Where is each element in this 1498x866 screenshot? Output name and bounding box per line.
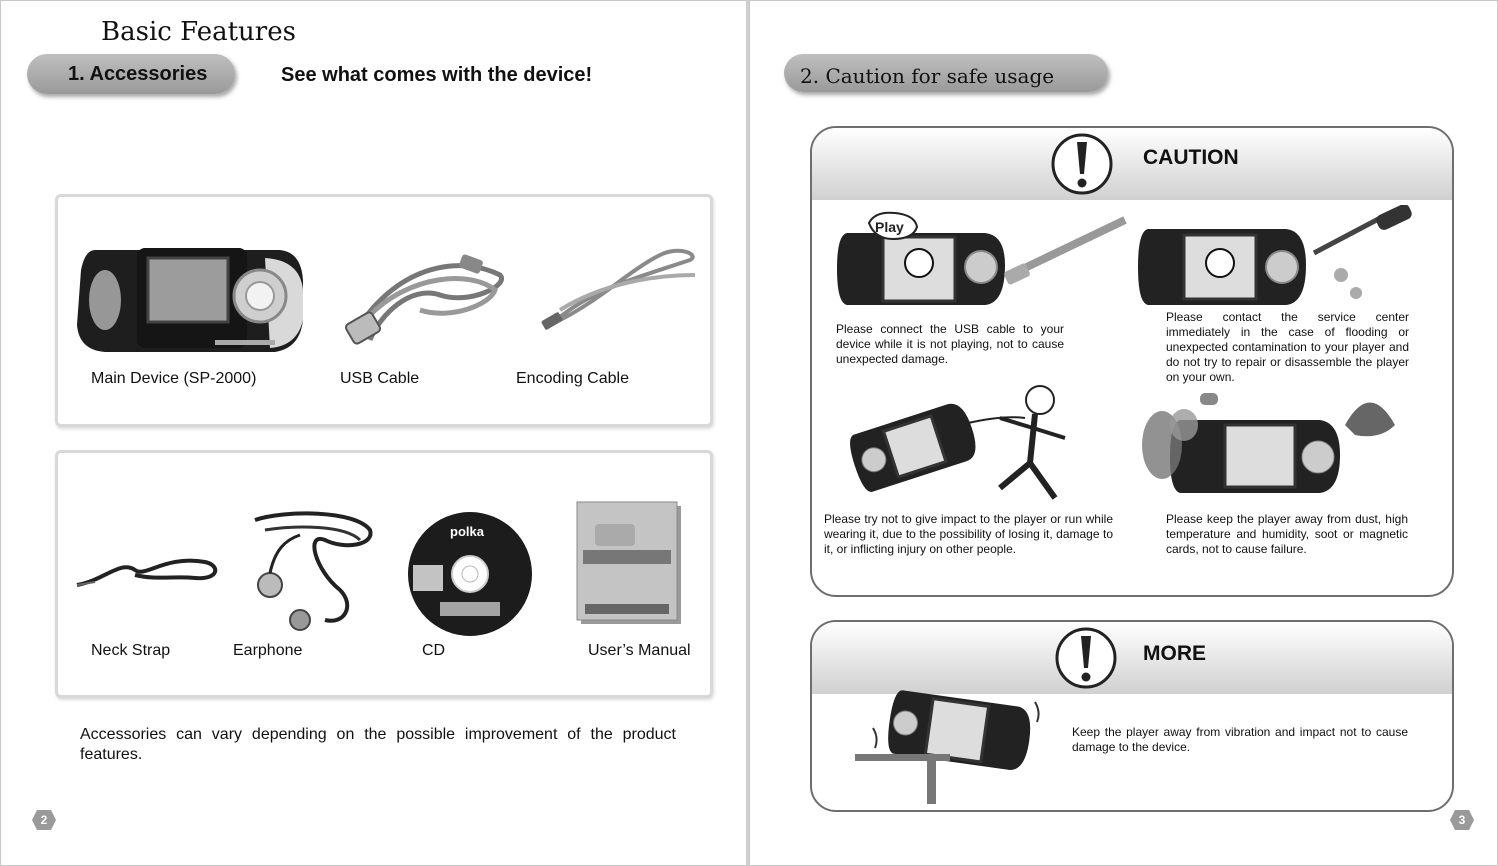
- page-divider: [746, 0, 749, 866]
- subheading: See what comes with the device!: [281, 64, 593, 86]
- caution-illustration-dust: [1140, 385, 1405, 500]
- users-manual-image: [575, 500, 687, 628]
- neck-strap-image: [75, 550, 225, 595]
- more-box-header: [812, 622, 1452, 694]
- label-users-manual: User’s Manual: [588, 642, 691, 659]
- exclamation-icon: [1050, 132, 1114, 196]
- label-usb-cable: USB Cable: [340, 370, 420, 387]
- page-number-right-text: 3: [1458, 813, 1466, 827]
- caution-text-repair: Please contact the service center immediately in the case of flooding or unexpected contamination to your player and do not try to repair or disassemble the player on your own.: [1166, 310, 1409, 384]
- caution-box-header: [812, 128, 1452, 200]
- caution-text-dust: Please keep the player away from dust, high temperature and humidity, soot or magnetic cards, not to cause failure.: [1166, 512, 1408, 556]
- play-bubble: Play: [875, 219, 904, 235]
- exclamation-icon-more: [1054, 626, 1118, 690]
- cd-image: [405, 510, 535, 638]
- main-device-image: [75, 240, 310, 360]
- label-main-device: Main Device (SP-2000): [91, 370, 257, 387]
- page-number-left-text: 2: [40, 813, 48, 827]
- accessories-note: Accessories can vary depending on the possible improvement of the product features.: [80, 726, 676, 763]
- label-cd: CD: [422, 642, 446, 659]
- encoding-cable-image: [540, 240, 705, 340]
- label-neck-strap: Neck Strap: [91, 642, 171, 659]
- cd-brand-label: polka: [450, 524, 484, 539]
- caution-illustration-running: [850, 378, 1075, 508]
- caution-text-running: Please try not to give impact to the player or run while wearing it, due to the possibility of losing it, damage to it, or inflicting injury on other people.: [824, 512, 1113, 556]
- more-illustration-vibration: [855, 690, 1045, 805]
- page-title: Basic Features: [101, 17, 296, 47]
- caution-illustration-usb: [835, 205, 1130, 310]
- earphone-image: [245, 510, 380, 635]
- more-title: MORE: [1143, 642, 1206, 665]
- section-label-accessories: 1. Accessories: [68, 63, 208, 85]
- section-label-caution: 2. Caution for safe usage: [800, 64, 1055, 88]
- caution-text-usb: Please connect the USB cable to your device while it is not playing, not to cause unexpected damage.: [836, 322, 1064, 366]
- page-number-right: [1449, 809, 1475, 831]
- caution-title: CAUTION: [1143, 146, 1239, 169]
- caution-illustration-repair: [1136, 205, 1416, 310]
- label-earphone: Earphone: [233, 642, 303, 659]
- label-encoding-cable: Encoding Cable: [516, 370, 629, 387]
- usb-cable-image: [340, 245, 520, 355]
- page-number-left: [31, 809, 57, 831]
- more-text: Keep the player away from vibration and impact not to cause damage to the device.: [1072, 725, 1408, 754]
